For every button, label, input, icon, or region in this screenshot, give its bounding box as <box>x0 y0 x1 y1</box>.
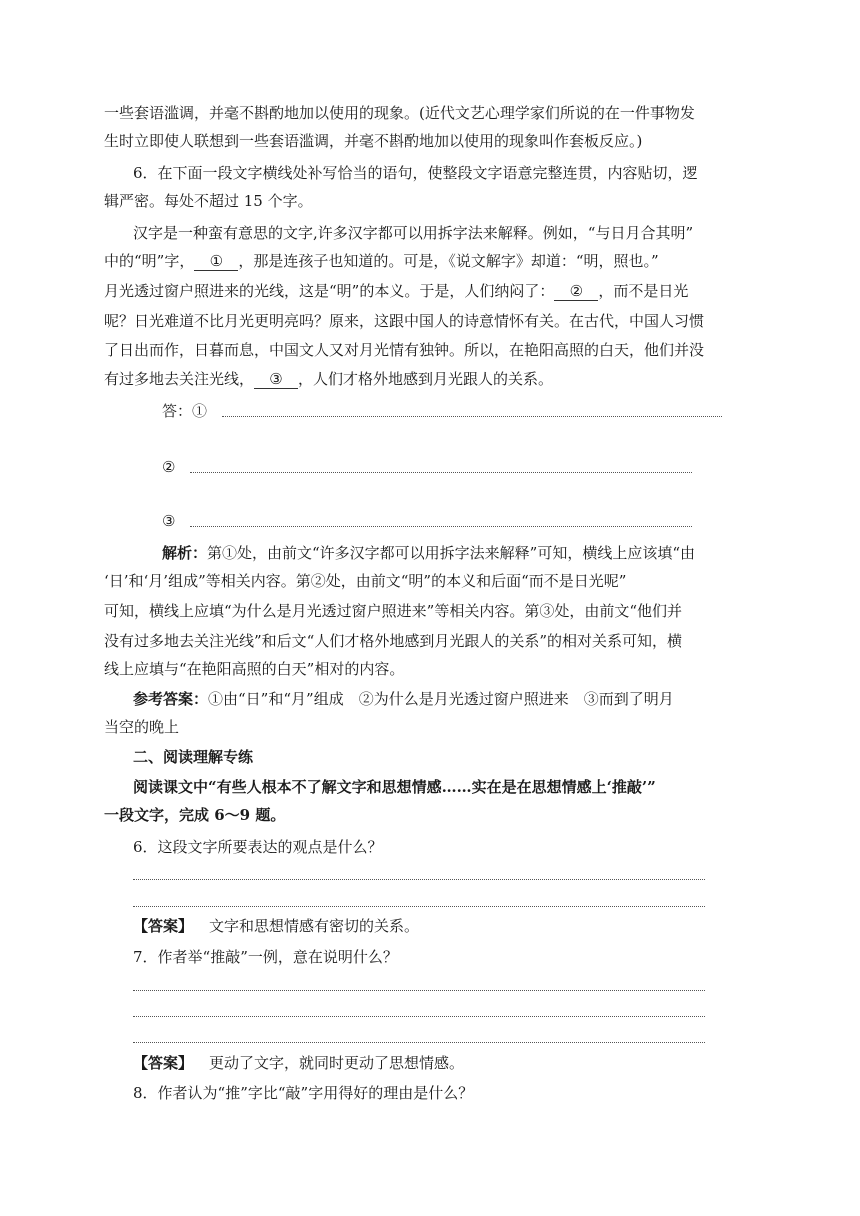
answer-line-1[interactable] <box>222 416 722 417</box>
section-intro-line-2: 一段文字，完成 6～9 题。 <box>104 806 286 824</box>
analysis-line-3: 可知，横线上应填“为什么是月光透过窗户照进来”等相关内容。第③处，由前文“他们并 <box>104 602 683 620</box>
passage-line-2-pre: 中的“明”字， <box>104 252 195 270</box>
blank-2: ② <box>554 282 598 301</box>
reference-line-2: 当空的晚上 <box>104 718 180 736</box>
blank-1: ① <box>194 252 238 271</box>
passage-line-5: 了日出而作，日暮而息，中国文人又对月光情有独钟。所以，在艳阳高照的白天，他们并没 <box>104 341 705 359</box>
q7-answer-label: 【答案】 <box>133 1054 194 1072</box>
reference-label: 参考答案： <box>133 690 209 708</box>
analysis-text-1: 第①处，由前文“许多汉字都可以用拆字法来解释”可知，横线上应该填“由 <box>207 544 696 562</box>
question-7: 7．作者举“推敲”一例，意在说明什么？ <box>133 948 398 966</box>
analysis-line-2: ‘日’和‘月’组成”等相关内容。第②处，由前文“明”的本义和后面“而不是日光呢” <box>104 572 627 590</box>
analysis-line-4: 没有过多地去关注光线”和后文“人们才格外地感到月光跟人的关系”的相对关系可知，横 <box>104 632 683 650</box>
passage-line-6-post: ，人们才格外地感到月光跟人的关系。 <box>298 370 554 388</box>
analysis-line-1 <box>162 542 695 564</box>
passage-line-6-pre: 有过多地去关注光线， <box>104 370 255 388</box>
answer-label-3: ③ <box>162 512 176 530</box>
passage-line-3 <box>104 280 688 302</box>
passage-line-2-post: ，那是连孩子也知道的。可是，《说文解字》却道：“明，照也。” <box>238 252 659 270</box>
q7-answer-line-1[interactable] <box>133 990 705 991</box>
passage-line-6 <box>104 368 553 390</box>
answer-line-3[interactable] <box>190 526 692 527</box>
section-intro-line-1: 阅读课文中“有些人根本不了解文字和思想情感……实在是在思想情感上‘推敲’” <box>133 778 656 796</box>
q7-answer-line-3[interactable] <box>133 1042 705 1043</box>
q6-answer-label: 【答案】 <box>133 917 194 935</box>
answer-label-2: ② <box>162 458 176 476</box>
intro-line-2: 生时立即使人联想到一些套语滥调，并毫不斟酌地加以使用的现象叫作套板反应。) <box>104 132 643 150</box>
analysis-label: 解析： <box>162 544 208 562</box>
section-heading: 二、阅读理解专练 <box>133 748 254 766</box>
q6-answer-line-1[interactable] <box>133 879 705 880</box>
q6-answer <box>133 915 419 937</box>
intro-line-1: 一些套语滥调，并毫不斟酌地加以使用的现象。(近代文艺心理学家们所说的在一件事物发 <box>104 104 695 122</box>
q6-answer-line-2[interactable] <box>133 906 705 907</box>
question-6: 6．这段文字所要表达的观点是什么？ <box>133 838 383 856</box>
q7-answer <box>133 1052 464 1074</box>
answer-label-1: 答：① <box>162 402 208 420</box>
q7-answer-line-2[interactable] <box>133 1016 705 1017</box>
q6-answer-text: 文字和思想情感有密切的关系。 <box>209 917 420 935</box>
analysis-line-5: 线上应填与“在艳阳高照的白天”相对的内容。 <box>104 660 405 678</box>
question-8: 8．作者认为“推”字比“敲”字用得好的理由是什么？ <box>133 1084 474 1102</box>
passage-line-3-pre: 月光透过窗户照进来的光线，这是“明”的本义。于是，人们纳闷了： <box>104 282 555 300</box>
passage-line-2 <box>104 250 659 272</box>
question-6-line-1: 6．在下面一段文字横线处补写恰当的语句，使整段文字语意完整连贯，内容贴切，逻 <box>133 164 698 182</box>
q7-answer-text: 更动了文字，就同时更动了思想情感。 <box>209 1054 465 1072</box>
reference-text-1: ①由“日”和“月”组成 ②为什么是月光透过窗户照进来 ③而到了明月 <box>208 690 674 708</box>
passage-line-3-post: ，而不是日光 <box>598 282 689 300</box>
reference-line-1 <box>133 688 674 710</box>
question-6-line-2: 辑严密。每处不超过 15 个字。 <box>104 192 313 210</box>
passage-line-4: 呢？日光难道不比月光更明亮吗？原来，这跟中国人的诗意情怀有关。在古代，中国人习惯 <box>104 312 705 330</box>
passage-line-1: 汉字是一种蛮有意思的文字,许多汉字都可以用拆字法来解释。例如，“与日月合其明” <box>133 224 694 242</box>
answer-line-2[interactable] <box>190 472 692 473</box>
blank-3: ③ <box>254 370 298 389</box>
